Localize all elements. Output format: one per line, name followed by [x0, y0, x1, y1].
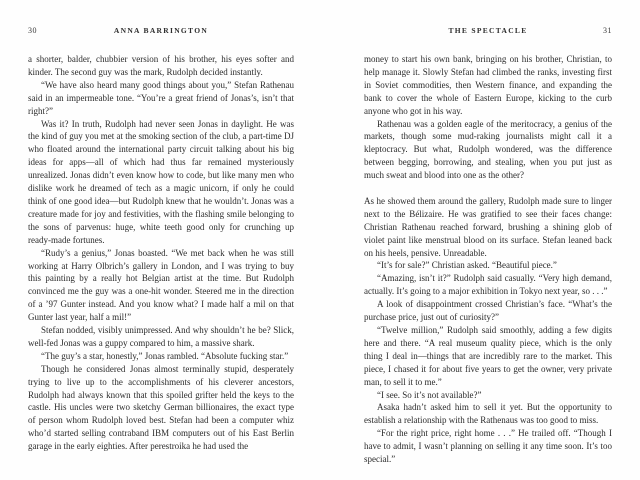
paragraph: “For the right price, right home . . .” He trailed off. “Though I have to admit, I wasn’t planning on selling it any time soon. It’s too special.” — [364, 428, 612, 465]
paragraph: Stefan nodded, visibly unimpressed. And why shouldn’t he be? Slick, well-fed Jonas was a guppy compared to him, a massive shark. — [28, 325, 294, 348]
paragraph: “Amazing, isn’t it?” Rudolph said casually. “Very high demand, actually. It’s going to a major exhibition in Tokyo next year, so . . .” — [364, 273, 612, 297]
page-body-left — [28, 53, 294, 480]
paragraph: Though he considered Jonas almost terminally stupid, desperately trying to live up to the accomplishments of his cleverer ancestors, Rudolph had always known that this spoiled grifter held the keys to the castle. His uncles were two sketchy German billionaires, the exact type of person whom Rudolph loved best. Stefan had been a computer whiz who’d started selling contraband IBM computers out of his East Berlin garage in the early eighties. After perestroika he had used the — [28, 363, 294, 452]
paragraph: a shorter, balder, chubbier version of his brother, his eyes softer and kinder. The second guy was the mark, Rudolph decided instantly. — [28, 54, 294, 77]
paragraph: Was it? In truth, Rudolph had never seen Jonas in daylight. He was the kind of guy you met at the smoking section of the club, a part-time DJ who floated around the international party circuit talking about his big ideas for apps—all of which had thus far remained mysteriously unrealized. Jonas didn’t even know how to code, but like many men who dislike work he dreamed of tech as a magic unicorn, if only he could think of one good idea—but Rudolph knew that he wouldn’t. Jonas was a creature made for joy and festivities, with the flashing smile belonging to the sons of parvenus: huge, white teeth good only for crunching up ready-made fortunes. — [28, 118, 294, 245]
page-number-right: 31 — [603, 26, 612, 35]
paragraph: As he showed them around the gallery, Rudolph made sure to linger next to the Bélizaire. He was gratified to see their faces change: Christian Rathenau reached forward, brushing a shining glob of violet paint like menstrual blood on its surface. Stefan leaned back on his heels, pensive. Unreadable. — [364, 195, 612, 258]
paragraph: “The guy’s a star, honestly,” Jonas rambled. “Absolute fucking star.” — [41, 350, 289, 361]
running-header-left: ANNA BARRINGTON — [113, 26, 209, 35]
paragraph: “We have also heard many good things about you,” Stefan Rathenau said in an impermeable tone. “You’re a great friend of Jonas’s, isn’t that right?” — [28, 79, 294, 116]
paragraph: “Rudy’s a genius,” Jonas boasted. “We met back when he was still working at Harry Olbrich’s gallery in London, and I was trying to buy this painting by a really hot Belgian artist at the time. But Rudolph convinced me the guy was a one-hit wonder. Steered me in the direction of a ’97 Gunter instead. And you know what? I made half a mil on that Gunter last year, half a mil!” — [28, 247, 294, 323]
paragraph: A look of disappointment crossed Christian’s face. “What’s the purchase price, just out of curiosity?” — [364, 299, 612, 323]
page-header-left — [28, 26, 294, 38]
paragraph: Rathenau was a golden eagle of the meritocracy, a genius of the markets, though some mud-raking journalists might call it a kleptocracy. But what, Rudolph wondered, was the difference between begging, borrowing, and stealing, when you put just as much sweat and blood into one as the other? — [364, 118, 612, 181]
page-body-right — [364, 53, 612, 480]
running-header-right: THE SPECTACLE — [448, 26, 528, 35]
paragraph: money to start his own bank, bringing on his brother, Christian, to help manage it. Slowly Stefan had climbed the ranks, investing first in Soviet commodities, then Western finance, and expanding the bank to cover the whole of Eastern Europe, kicking to the curb anyone who got in his way. — [364, 54, 612, 116]
page-number-left: 30 — [28, 26, 37, 35]
paragraph: “Twelve million,” Rudolph said smoothly, adding a few digits here and there. “A real museum quality piece, which is the only thing I deal in—things that are incredibly rare to the market. This piece, I chased it for about five years to get the owner, very private man, to sell it to me.” — [364, 325, 612, 387]
page-left — [28, 26, 294, 480]
paragraph: “I see. So it’s not available?” — [377, 389, 482, 400]
page-header-right — [364, 26, 612, 38]
paragraph: Asaka hadn’t asked him to sell it yet. But the opportunity to establish a relationship with the Rathenaus was too good to miss. — [364, 402, 612, 426]
paragraph: “It’s for sale?” Christian asked. “Beautiful piece.” — [377, 260, 557, 271]
page-right — [364, 26, 612, 480]
